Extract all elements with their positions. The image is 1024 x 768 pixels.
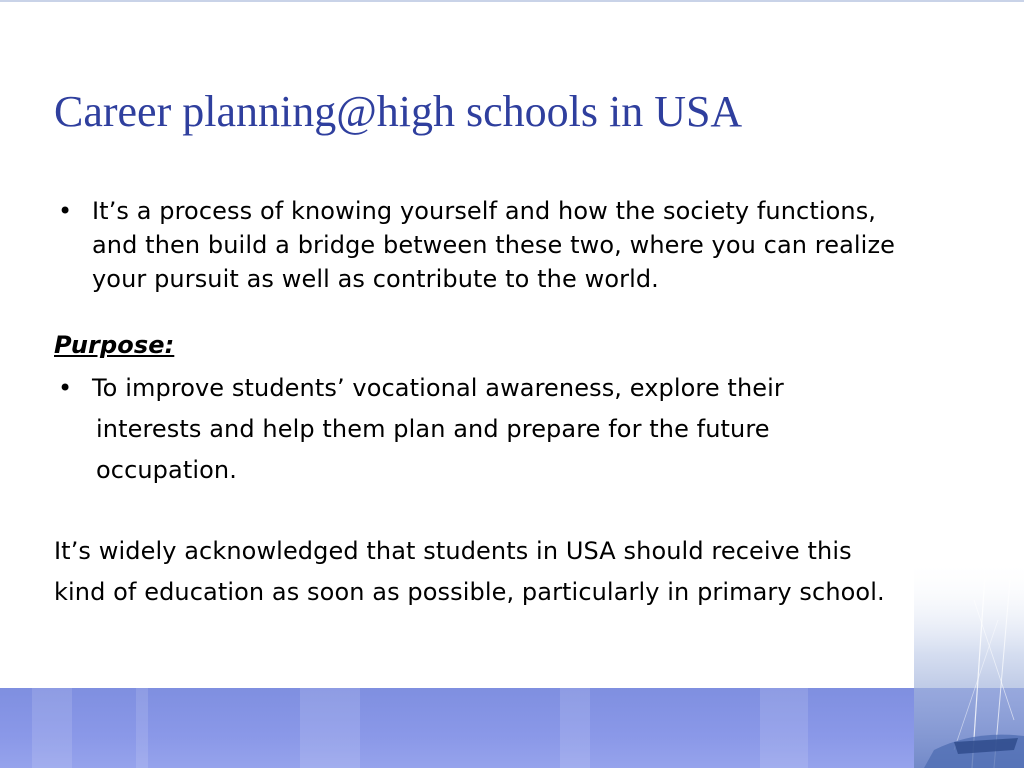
bottom-band [0, 688, 1024, 768]
bullet-icon: • [58, 197, 73, 225]
purpose-heading: Purpose: [54, 331, 175, 359]
intro-line: your pursuit as well as contribute to the world. [92, 265, 659, 293]
purpose-line: interests and help them plan and prepare for the future [96, 415, 770, 443]
band-stripe [136, 688, 148, 768]
sailboat-image [914, 560, 1024, 768]
band-stripe [560, 688, 590, 768]
purpose-line: To improve students’ vocational awareness, explore their [92, 374, 784, 402]
bullet-icon: • [58, 374, 73, 402]
band-stripe [32, 688, 72, 768]
intro-bullet [54, 194, 984, 296]
closing-paragraph [54, 531, 984, 613]
intro-line: It’s a process of knowing yourself and how the society functions, [92, 197, 877, 225]
closing-line: kind of education as soon as possible, particularly in primary school. [54, 578, 885, 606]
band-stripe [760, 688, 808, 768]
purpose-bullet [54, 368, 984, 491]
closing-line: It’s widely acknowledged that students in USA should receive this [54, 537, 852, 565]
slide-body [54, 194, 984, 613]
top-rule [0, 0, 1024, 2]
band-stripe [300, 688, 360, 768]
purpose-line: occupation. [96, 456, 237, 484]
slide-title: Career planning@high schools in USA [54, 87, 743, 136]
intro-line: and then build a bridge between these two, where you can realize [92, 231, 896, 259]
